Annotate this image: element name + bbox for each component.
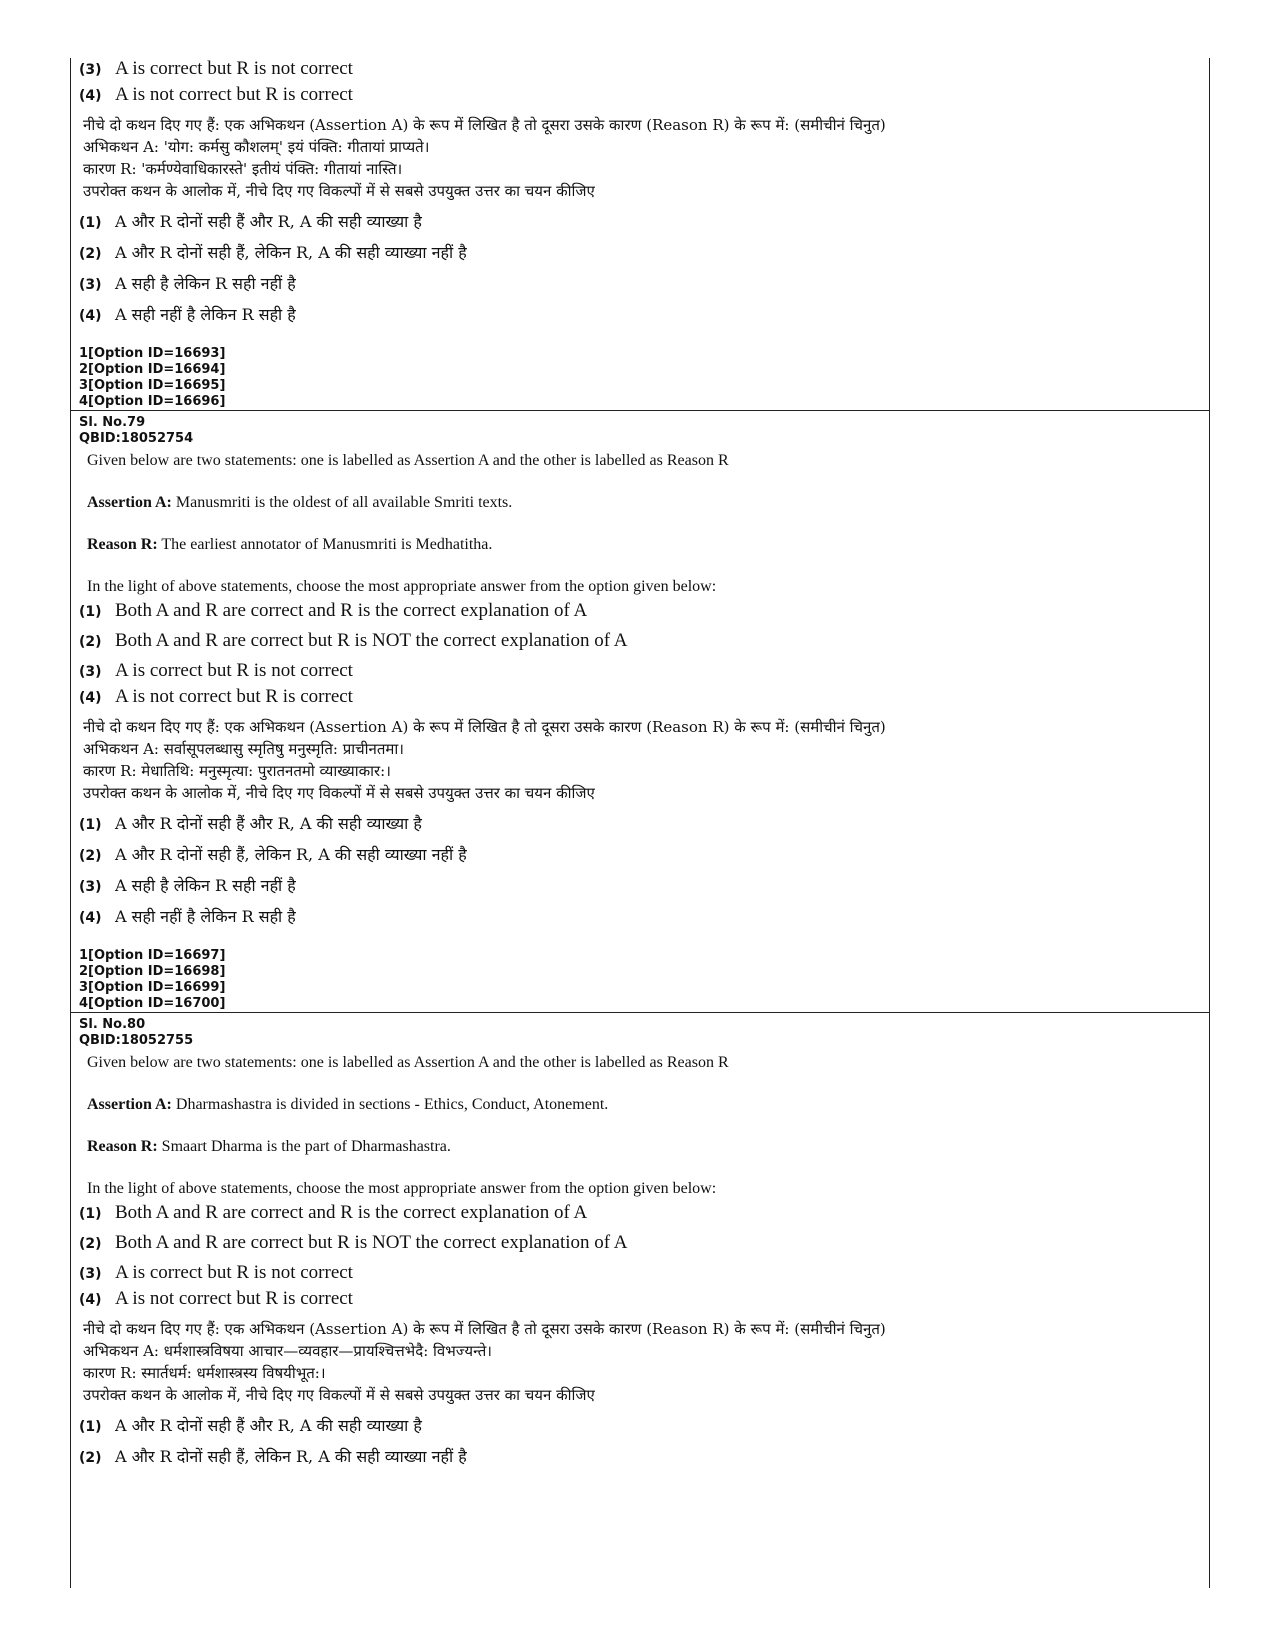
question-80 xyxy=(71,1017,1209,1476)
option-hi-3 xyxy=(75,874,1209,905)
option-hi-1 xyxy=(75,1414,1209,1445)
option-text: Both A and R are correct but R is NOT the correct explanation of A xyxy=(115,1232,628,1253)
option-text: A is not correct but R is correct xyxy=(115,1288,353,1309)
question-instruction: In the light of above statements, choose the most appropriate answer from the option given below: xyxy=(87,1180,717,1197)
option-text: A सही नहीं है लेकिन R सही है xyxy=(115,305,296,324)
assertion-text: Manusmriti is the oldest of all available Smriti texts. xyxy=(171,494,513,511)
hindi-instruction: उपरोक्त कथन के आलोक में, नीचे दिए गए विकल्पों में से सबसे उपयुक्त उत्तर का चयन कीजिए xyxy=(83,1386,595,1404)
question-intro: Given below are two statements: one is labelled as Assertion A and the other is labelled as Reason R xyxy=(87,1054,729,1071)
question-78-continuation xyxy=(71,58,1209,410)
option-number: (2) xyxy=(79,1450,102,1466)
assertion-label: Assertion A: xyxy=(87,494,172,511)
assertion-statement xyxy=(75,494,1209,512)
option-hi-4 xyxy=(75,905,1209,936)
hindi-reason: कारण R: स्मार्तधर्म: धर्मशास्त्रस्य विषयीभूत:। xyxy=(83,1364,326,1382)
hindi-assertion: अभिकथन A: धर्मशास्त्रविषया आचार—व्यवहार—प्रायश्चित्तभेदै: विभज्यन्ते। xyxy=(83,1342,492,1360)
option-number: (1) xyxy=(79,1206,102,1222)
question-divider xyxy=(71,1012,1209,1013)
option-en-1 xyxy=(75,1202,1209,1232)
reason-label: Reason R: xyxy=(87,1138,158,1155)
assertion-text: Dharmashastra is divided in sections - Ethics, Conduct, Atonement. xyxy=(171,1096,609,1113)
reason-statement xyxy=(75,1138,1209,1156)
option-number: (1) xyxy=(79,1419,102,1435)
reason-text: The earliest annotator of Manusmriti is Medhatitha. xyxy=(157,536,493,553)
serial-number: Sl. No.80 xyxy=(79,1017,146,1032)
option-number: (4) xyxy=(79,1292,102,1308)
qbid: QBID:18052755 xyxy=(79,1033,194,1048)
option-hi-1 xyxy=(75,210,1209,241)
hindi-instruction: उपरोक्त कथन के आलोक में, नीचे दिए गए विकल्पों में से सबसे उपयुक्त उत्तर का चयन कीजिए xyxy=(83,182,595,200)
option-text: A is correct but R is not correct xyxy=(115,58,353,79)
option-en-3 xyxy=(75,58,1209,84)
hindi-intro: नीचे दो कथन दिए गए हैं: एक अभिकथन (Assertion A) के रूप में लिखित है तो दूसरा उसके कारण (Reason R) के रूप में: (समीचीनं चिनुत) xyxy=(83,718,886,736)
option-number: (3) xyxy=(79,664,102,680)
option-id: 2[Option ID=16698] xyxy=(79,964,226,979)
document-page xyxy=(70,58,1210,1588)
option-id: 3[Option ID=16695] xyxy=(79,378,226,393)
option-text: A और R दोनों सही हैं और R, A की सही व्याख्या है xyxy=(115,1416,422,1435)
reason-text: Smaart Dharma is the part of Dharmashastra. xyxy=(157,1138,451,1155)
option-hi-2 xyxy=(75,1445,1209,1476)
option-text: A is correct but R is not correct xyxy=(115,660,353,681)
assertion-statement xyxy=(75,1096,1209,1114)
option-text: Both A and R are correct but R is NOT the correct explanation of A xyxy=(115,630,628,651)
option-text: A और R दोनों सही हैं, लेकिन R, A की सही व्याख्या नहीं है xyxy=(115,1447,467,1466)
option-number: (4) xyxy=(79,910,102,926)
option-number: (3) xyxy=(79,62,102,78)
option-number: (2) xyxy=(79,246,102,262)
option-number: (2) xyxy=(79,634,102,650)
hindi-assertion: अभिकथन A: सर्वासूपलब्धासु स्मृतिषु मनुस्मृति: प्राचीनतमा। xyxy=(83,740,404,758)
option-en-4 xyxy=(75,84,1209,110)
option-en-2 xyxy=(75,630,1209,660)
option-text: A और R दोनों सही हैं और R, A की सही व्याख्या है xyxy=(115,814,422,833)
question-79 xyxy=(71,415,1209,1012)
qbid: QBID:18052754 xyxy=(79,431,194,446)
option-text: A is correct but R is not correct xyxy=(115,1262,353,1283)
option-en-3 xyxy=(75,1262,1209,1288)
hindi-intro: नीचे दो कथन दिए गए हैं: एक अभिकथन (Assertion A) के रूप में लिखित है तो दूसरा उसके कारण (Reason R) के रूप में: (समीचीनं चिनुत) xyxy=(83,1320,886,1338)
option-en-3 xyxy=(75,660,1209,686)
option-text: A is not correct but R is correct xyxy=(115,686,353,707)
option-hi-1 xyxy=(75,812,1209,843)
reason-statement xyxy=(75,536,1209,554)
assertion-label: Assertion A: xyxy=(87,1096,172,1113)
option-number: (4) xyxy=(79,88,102,104)
option-number: (2) xyxy=(79,848,102,864)
option-text: A और R दोनों सही हैं, लेकिन R, A की सही व्याख्या नहीं है xyxy=(115,845,467,864)
option-en-2 xyxy=(75,1232,1209,1262)
option-text: A is not correct but R is correct xyxy=(115,84,353,105)
option-id: 1[Option ID=16693] xyxy=(79,346,226,361)
question-instruction: In the light of above statements, choose the most appropriate answer from the option given below: xyxy=(87,578,717,595)
option-text: Both A and R are correct and R is the correct explanation of A xyxy=(115,600,588,621)
option-id: 4[Option ID=16696] xyxy=(79,394,226,409)
hindi-assertion: अभिकथन A: 'योग: कर्मसु कौशलम्' इयं पंक्ति: गीतायां प्राप्यते। xyxy=(83,138,430,156)
option-hi-3 xyxy=(75,272,1209,303)
hindi-instruction: उपरोक्त कथन के आलोक में, नीचे दिए गए विकल्पों में से सबसे उपयुक्त उत्तर का चयन कीजिए xyxy=(83,784,595,802)
option-text: A सही नहीं है लेकिन R सही है xyxy=(115,907,296,926)
option-id: 1[Option ID=16697] xyxy=(79,948,226,963)
option-number: (4) xyxy=(79,308,102,324)
option-number: (3) xyxy=(79,1266,102,1282)
option-en-4 xyxy=(75,686,1209,712)
question-divider xyxy=(71,410,1209,411)
option-number: (3) xyxy=(79,879,102,895)
option-hi-2 xyxy=(75,843,1209,874)
option-id: 2[Option ID=16694] xyxy=(79,362,226,377)
hindi-reason: कारण R: मेधातिथि: मनुस्मृत्या: पुरातनतमो व्याख्याकार:। xyxy=(83,762,391,780)
option-id: 4[Option ID=16700] xyxy=(79,996,226,1011)
option-hi-2 xyxy=(75,241,1209,272)
serial-number: Sl. No.79 xyxy=(79,415,146,430)
reason-label: Reason R: xyxy=(87,536,158,553)
option-text: Both A and R are correct and R is the correct explanation of A xyxy=(115,1202,588,1223)
option-number: (3) xyxy=(79,277,102,293)
hindi-reason: कारण R: 'कर्मण्येवाधिकारस्ते' इतीयं पंक्ति: गीतायां नास्ति। xyxy=(83,160,403,178)
option-text: A और R दोनों सही हैं और R, A की सही व्याख्या है xyxy=(115,212,422,231)
question-intro: Given below are two statements: one is labelled as Assertion A and the other is labelled as Reason R xyxy=(87,452,729,469)
option-text: A और R दोनों सही हैं, लेकिन R, A की सही व्याख्या नहीं है xyxy=(115,243,467,262)
option-id: 3[Option ID=16699] xyxy=(79,980,226,995)
option-en-4 xyxy=(75,1288,1209,1314)
option-number: (2) xyxy=(79,1236,102,1252)
option-en-1 xyxy=(75,600,1209,630)
hindi-intro: नीचे दो कथन दिए गए हैं: एक अभिकथन (Assertion A) के रूप में लिखित है तो दूसरा उसके कारण (Reason R) के रूप में: (समीचीनं चिनुत) xyxy=(83,116,886,134)
option-text: A सही है लेकिन R सही नहीं है xyxy=(115,274,296,293)
option-text: A सही है लेकिन R सही नहीं है xyxy=(115,876,296,895)
option-number: (1) xyxy=(79,817,102,833)
option-number: (1) xyxy=(79,604,102,620)
option-number: (1) xyxy=(79,215,102,231)
option-hi-4 xyxy=(75,303,1209,334)
option-number: (4) xyxy=(79,690,102,706)
